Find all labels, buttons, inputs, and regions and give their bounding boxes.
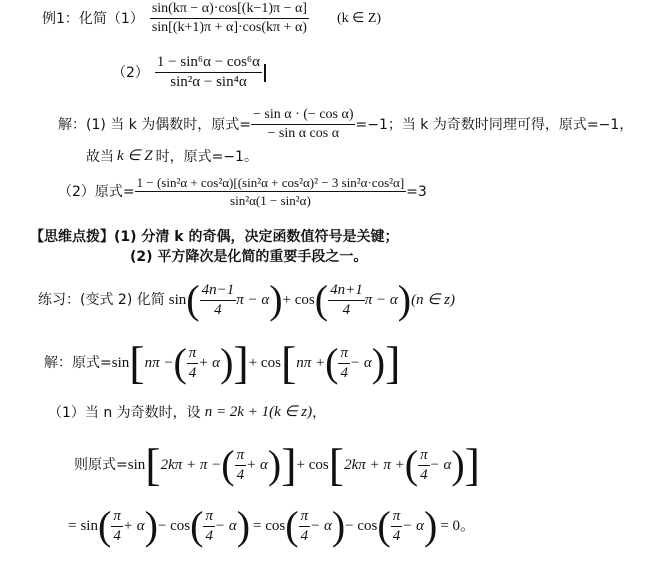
left-paren-icon: ( <box>173 340 187 385</box>
step1-minus-alpha: − α <box>429 456 452 473</box>
tips-line1: 【思维点拨】(1) 分清 k 的奇偶，决定函数值符号是关键； <box>30 229 399 245</box>
pi-numerator: π <box>235 448 247 466</box>
left-bracket-icon: [ <box>129 337 145 388</box>
four-denominator: 4 <box>188 364 197 381</box>
example1-f1-denominator: sin[(k+1)π + α]·cos(kπ + α) <box>151 20 307 35</box>
solution1-mid: =−1；当 k 为奇数时同理可得，原式=−1， <box>355 116 634 133</box>
step2-sin: sin <box>80 517 98 534</box>
right-paren-icon: ) <box>144 503 158 548</box>
practice-b-denominator: 4 <box>342 301 351 318</box>
practice-condition: (n ∈ z) <box>411 291 455 308</box>
right-bracket-icon: ] <box>385 337 401 388</box>
solution1-fraction <box>251 108 355 141</box>
pi-numerator: π <box>187 346 199 364</box>
solution3-pi-over-4-b <box>338 346 350 381</box>
solution3-pi-over-4-a <box>187 346 199 381</box>
right-bracket-icon: ] <box>233 337 249 388</box>
solution1-line2 <box>86 149 258 164</box>
four-denominator: 4 <box>236 466 245 483</box>
step1-line <box>74 439 480 490</box>
step1-pi-over-4-b <box>418 448 430 483</box>
left-bracket-icon: [ <box>280 337 297 388</box>
practice-plus-cos: + cos <box>282 291 315 308</box>
right-paren-icon: ) <box>220 340 234 385</box>
left-paren-icon: ( <box>186 277 200 322</box>
step2-minus-alpha-c: − α <box>310 517 332 534</box>
four-denominator: 4 <box>420 466 428 483</box>
right-paren-icon: ) <box>331 503 346 548</box>
right-paren-icon: ) <box>451 442 465 487</box>
example1-f1-numerator: sin(kπ − α)·cos[(k−1)π − α] <box>150 2 309 19</box>
example1-label: 例1：化简（1） <box>42 10 144 27</box>
solution1-numerator: − sin α · (− cos α) <box>251 108 355 125</box>
example1-f2-denominator: sin²α − sin⁴α <box>170 74 247 90</box>
solution2-numerator: 1 − (sin²α + cos²α)[(sin²α + cos²α)² − 3 sin²α·cos²α] <box>136 175 405 190</box>
solution1-lead: 解：(1) 当 k 为偶数时，原式= <box>58 116 252 133</box>
pi-numerator: π <box>203 509 215 527</box>
example1-fraction1 <box>150 2 309 35</box>
case1-math: n = 2k + 1(k ∈ z) <box>204 404 313 420</box>
right-paren-icon: ) <box>236 503 251 548</box>
solution2-fraction <box>135 176 407 207</box>
step2-minus-cos2: − cos <box>345 517 378 534</box>
practice-b-tail: π − α <box>364 291 398 308</box>
left-paren-icon: ( <box>404 442 419 487</box>
left-paren-icon: ( <box>285 503 299 548</box>
solution1-line2-a: 故当 <box>86 148 114 165</box>
pi-numerator: π <box>111 509 123 527</box>
right-paren-icon: ) <box>371 340 386 385</box>
solution3-plus-alpha: + α <box>198 354 221 371</box>
step2-minus-cos: − cos <box>157 517 191 534</box>
step1-b: 2kπ + π + <box>344 456 405 473</box>
solution2-lead: （2）原式= <box>58 183 135 200</box>
step1-sin: sin <box>127 456 146 473</box>
step1-a: 2kπ + π − <box>160 456 222 473</box>
left-paren-icon: ( <box>221 442 235 487</box>
solution3-sin: sin <box>111 354 130 371</box>
step1-pi-over-4-a <box>235 448 247 483</box>
example1-part2-label: （2） <box>112 64 149 81</box>
pi-numerator: π <box>299 509 311 527</box>
four-denominator: 4 <box>340 364 348 381</box>
solution3-plus-cos: + cos <box>248 354 281 371</box>
solution3-npi-plus: nπ + <box>296 354 326 371</box>
left-paren-icon: ( <box>190 503 204 548</box>
left-paren-icon: ( <box>97 503 112 548</box>
solution2-denominator: sin²α(1 − sin²α) <box>230 193 311 208</box>
left-bracket-icon: [ <box>145 439 161 490</box>
solution1-line2-b: 时，原式=−1。 <box>155 148 258 165</box>
step2-eq: = <box>68 517 77 534</box>
solution3-npi-minus: nπ − <box>144 354 174 371</box>
right-bracket-icon: ] <box>464 439 480 490</box>
practice-a-tail: π − α <box>236 291 270 308</box>
four-denominator: 4 <box>392 527 401 544</box>
case1-text: （1）当 n 为奇数时，设 <box>48 404 201 421</box>
example1-line2 <box>112 55 266 90</box>
step1-plus-alpha: + α <box>246 456 268 473</box>
step2-pi-over-4-a <box>111 509 123 544</box>
solution2-line <box>58 176 427 207</box>
right-bracket-icon: ] <box>281 439 297 490</box>
step2-minus-alpha: − α <box>214 517 237 534</box>
practice-fraction-a <box>200 283 237 318</box>
step2-plus-alpha: + α <box>122 517 145 534</box>
pi-numerator: π <box>391 509 403 527</box>
practice-sin: sin <box>168 291 187 308</box>
solution1-line2-math: k ∈ Z <box>117 148 153 164</box>
practice-line <box>38 277 455 322</box>
case1-line <box>48 405 326 420</box>
four-denominator: 4 <box>113 527 121 544</box>
solution3-lead: 解：原式= <box>44 355 112 371</box>
step2-pi-over-4-d <box>391 509 403 544</box>
left-paren-icon: ( <box>377 503 391 548</box>
solution2-result: =3 <box>406 183 427 200</box>
left-paren-icon: ( <box>314 277 329 322</box>
practice-fraction-b <box>328 283 365 318</box>
example1-f2-numerator: 1 − sin⁶α − cos⁶α <box>155 55 262 73</box>
practice-a-numerator: 4n−1 <box>200 283 237 301</box>
text-cursor <box>264 64 266 82</box>
example1-k-condition: (k ∈ Z) <box>336 10 382 26</box>
practice-lead: 练习：(变式 2) 化简 <box>38 292 165 308</box>
four-denominator: 4 <box>300 527 309 544</box>
step2-minus-alpha-d: − α <box>402 517 424 534</box>
solution3-line <box>44 337 401 388</box>
step2-pi-over-4-b <box>203 509 215 544</box>
step1-lead: 则原式= <box>74 457 128 473</box>
four-denominator: 4 <box>205 527 213 544</box>
step1-plus-cos: + cos <box>296 456 329 473</box>
pi-numerator: π <box>338 346 350 364</box>
step2-pi-over-4-c <box>299 509 311 544</box>
pi-numerator: π <box>418 448 430 466</box>
step2-eq-cos: = cos <box>253 517 286 534</box>
example1-fraction2 <box>155 55 262 90</box>
solution1-denominator: − sin α cos α <box>267 126 340 141</box>
right-paren-icon: ) <box>424 503 438 548</box>
step2-end: = 0。 <box>440 517 476 534</box>
solution1-line1 <box>58 108 633 141</box>
left-bracket-icon: [ <box>328 439 345 490</box>
practice-a-denominator: 4 <box>214 301 222 318</box>
right-paren-icon: ) <box>397 277 412 322</box>
left-paren-icon: ( <box>325 340 339 385</box>
tips-line2: (2) 平方降次是化简的重要手段之一。 <box>130 249 368 265</box>
case1-tail: ， <box>312 404 327 421</box>
right-paren-icon: ) <box>267 442 282 487</box>
solution3-minus-alpha: − α <box>350 354 372 371</box>
practice-b-numerator: 4n+1 <box>328 283 365 301</box>
example1-line1 <box>42 2 381 35</box>
right-paren-icon: ) <box>269 277 283 322</box>
step2-line <box>68 503 476 548</box>
